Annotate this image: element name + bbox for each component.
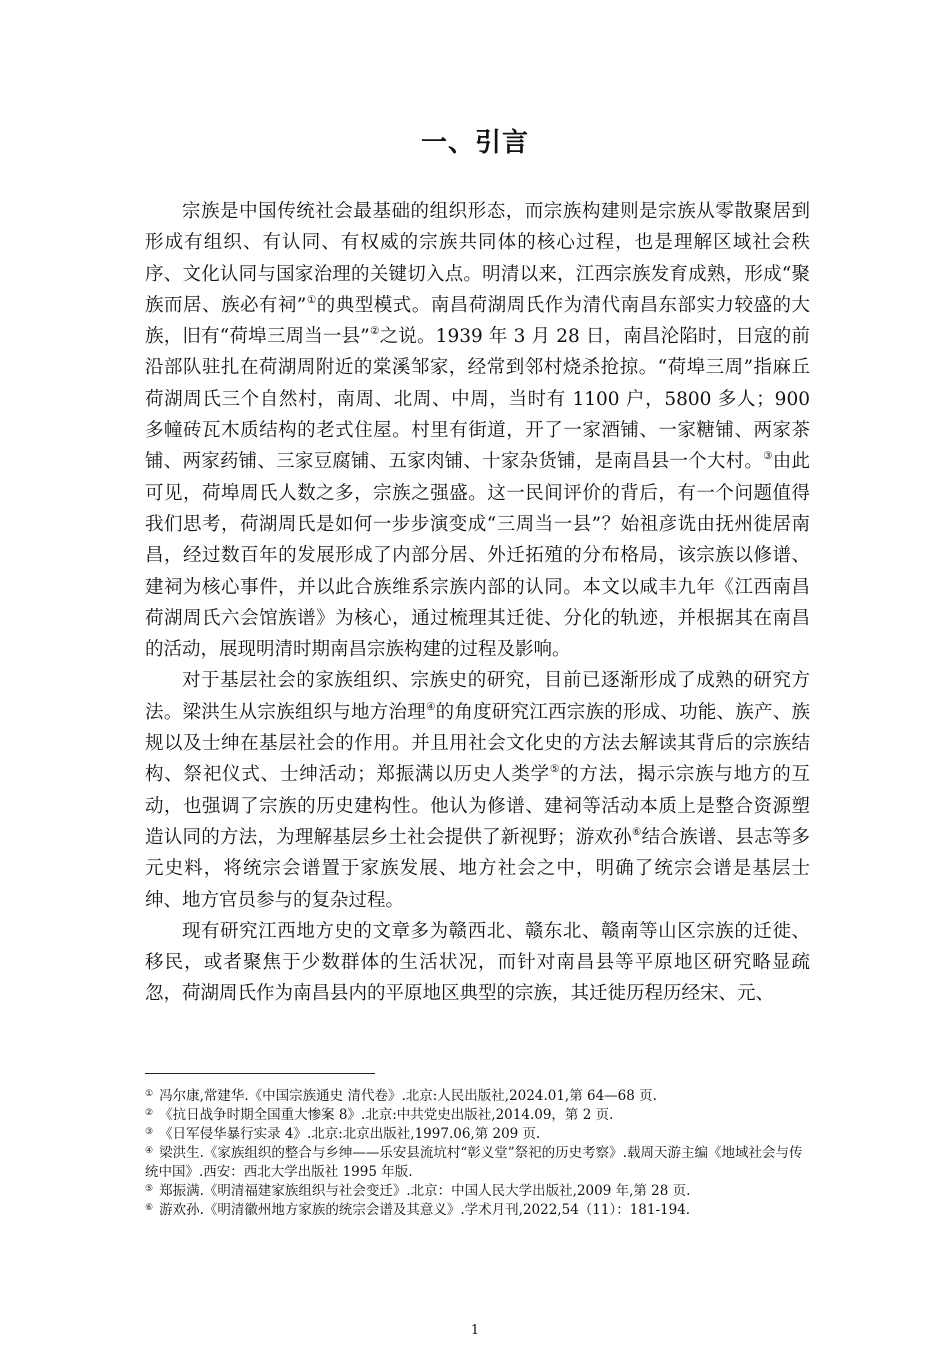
footnote-number: ④ — [145, 1146, 154, 1156]
footnote-item — [145, 1201, 810, 1220]
text-run: 的角度研究江西宗族的形成、功能、族产、族规以及士绅在基层社会的作用。并且用社会文化史的方法去解读其背后的宗族结构、祭祀仪式、士绅活动；郑振满以历史人类学 — [145, 701, 810, 786]
paragraph-2 — [145, 665, 810, 915]
footnote-item — [145, 1106, 810, 1125]
footnote-number: ③ — [145, 1127, 154, 1137]
footnote-marker[interactable]: ③ — [763, 450, 773, 463]
text-run: 的方法，揭示宗族与地方的互动，也强调了宗族的历史建构性。他认为修谱、建祠等活动本质上是整合资源塑造认同的方法，为理解基层乡土社会提供了新视野；游欢孙 — [145, 764, 810, 848]
footnote-marker[interactable]: ④ — [425, 700, 436, 713]
footnote-item — [145, 1125, 810, 1144]
footnote-number: ② — [145, 1108, 154, 1118]
text-run: 的典型模式。南昌荷湖周氏作为清代南昌东部实力较盛的大族，旧有“荷埠三周当一县” — [145, 294, 810, 348]
text-run: 由此可见，荷埠周氏人数之多，宗族之强盛。这一民间评价的背后，有一个问题值得我们思考，荷湖周氏是如何一步步演变成“三周当一县”？始祖彦诜由抚州徙居南昌，经过数百年的发展形成了内部分居、外迁拓殖的分布格局，该宗族以修谱、建祠为核心事件，并以此合族维系宗族内部的认同。本文以咸丰九年《江西南昌荷湖周氏六会馆族谱》为核心，通过梳理其迁徙、分化的轨迹，并根据其在南昌的活动，展现明清时期南昌宗族构建的过程及影响。 — [145, 451, 810, 661]
footnote-number: ⑤ — [145, 1184, 154, 1194]
text-run: 结合族谱、县志等多元史料，将统宗会谱置于家族发展、地方社会之中，明确了统宗会谱是基层士绅、地方官员参与的复杂过程。 — [145, 826, 810, 911]
footnote-marker[interactable]: ② — [369, 325, 380, 338]
page-number: 1 — [470, 1323, 480, 1338]
footnote-item — [145, 1087, 810, 1106]
text-run: 现有研究江西地方史的文章多为赣西北、赣东北、赣南等山区宗族的迁徙、移民，或者聚焦于少数群体的生活状况，而针对南昌县等平原地区研究略显疏忽，荷湖周氏作为南昌县内的平原地区典型的宗族，其迁徙历程历经宋、元、 — [145, 920, 810, 1005]
body-text — [145, 196, 810, 1010]
paragraph-1 — [145, 196, 810, 665]
text-run: 对于基层社会的家族组织、宗族史的研究，目前已逐渐形成了成熟的研究方法。梁洪生从宗族组织与地方治理 — [145, 670, 810, 723]
footnote-text: 《日军侵华暴行实录 4》.北京:北京出版社,1997.06,第 209 页. — [159, 1126, 541, 1142]
footnote-separator — [145, 1073, 375, 1074]
footnote-marker[interactable]: ① — [306, 293, 317, 306]
text-run: 之说。1939 年 3 月 28 日，南昌沦陷时，日寇的前沿部队驻扎在荷湖周附近的棠溪邹家，经常到邻村烧杀抢掠。“荷埠三周”指麻丘荷湖周氏三个自然村，南周、北周、中周，当时有 1100 户，5800 多人；900 多幢砖瓦木质结构的老式住屋。村里有街道，开了一家酒铺、一家糖铺、两家茶铺、两家药铺、三家豆腐铺、五家肉铺、十家杂货铺，是南昌县一个大村。 — [145, 326, 811, 473]
paragraph-3 — [145, 916, 810, 1010]
footnote-item — [145, 1144, 810, 1182]
footnote-number: ⑥ — [145, 1203, 154, 1213]
footnotes — [145, 1087, 810, 1220]
footnote-text: 梁洪生.《家族组织的整合与乡绅——乐安县流坑村“彰义堂”祭祀的历史考察》.载周天游主编《地域社会与传统中国》.西安：西北大学出版社 1995 年版. — [145, 1145, 803, 1180]
footnote-text: 《抗日战争时期全国重大惨案 8》.北京:中共党史出版社,2014.09，第 2 页. — [159, 1107, 614, 1123]
footnote-text: 冯尔康,常建华.《中国宗族通史 清代卷》.北京:人民出版社,2024.01,第 64—68 页. — [159, 1088, 657, 1104]
footnote-number: ① — [145, 1089, 154, 1099]
section-title: 一、引言 — [420, 128, 529, 158]
footnote-marker[interactable]: ⑤ — [549, 763, 561, 776]
footnote-item — [145, 1182, 810, 1201]
text-run: 宗族是中国传统社会最基础的组织形态，而宗族构建则是宗族从零散聚居到形成有组织、有认同、有权威的宗族共同体的核心过程，也是理解区域社会秩序、文化认同与国家治理的关键切入点。明清以来，江西宗族发育成熟，形成“聚族而居、族必有祠” — [145, 201, 810, 316]
footnote-text: 游欢孙.《明清徽州地方家族的统宗会谱及其意义》.学术月刊,2022,54（11）：181-194. — [159, 1202, 691, 1218]
footnote-marker[interactable]: ⑥ — [631, 825, 642, 838]
footnote-text: 郑振满.《明清福建家族组织与社会变迁》.北京：中国人民大学出版社,2009 年,第 28 页. — [159, 1183, 691, 1199]
